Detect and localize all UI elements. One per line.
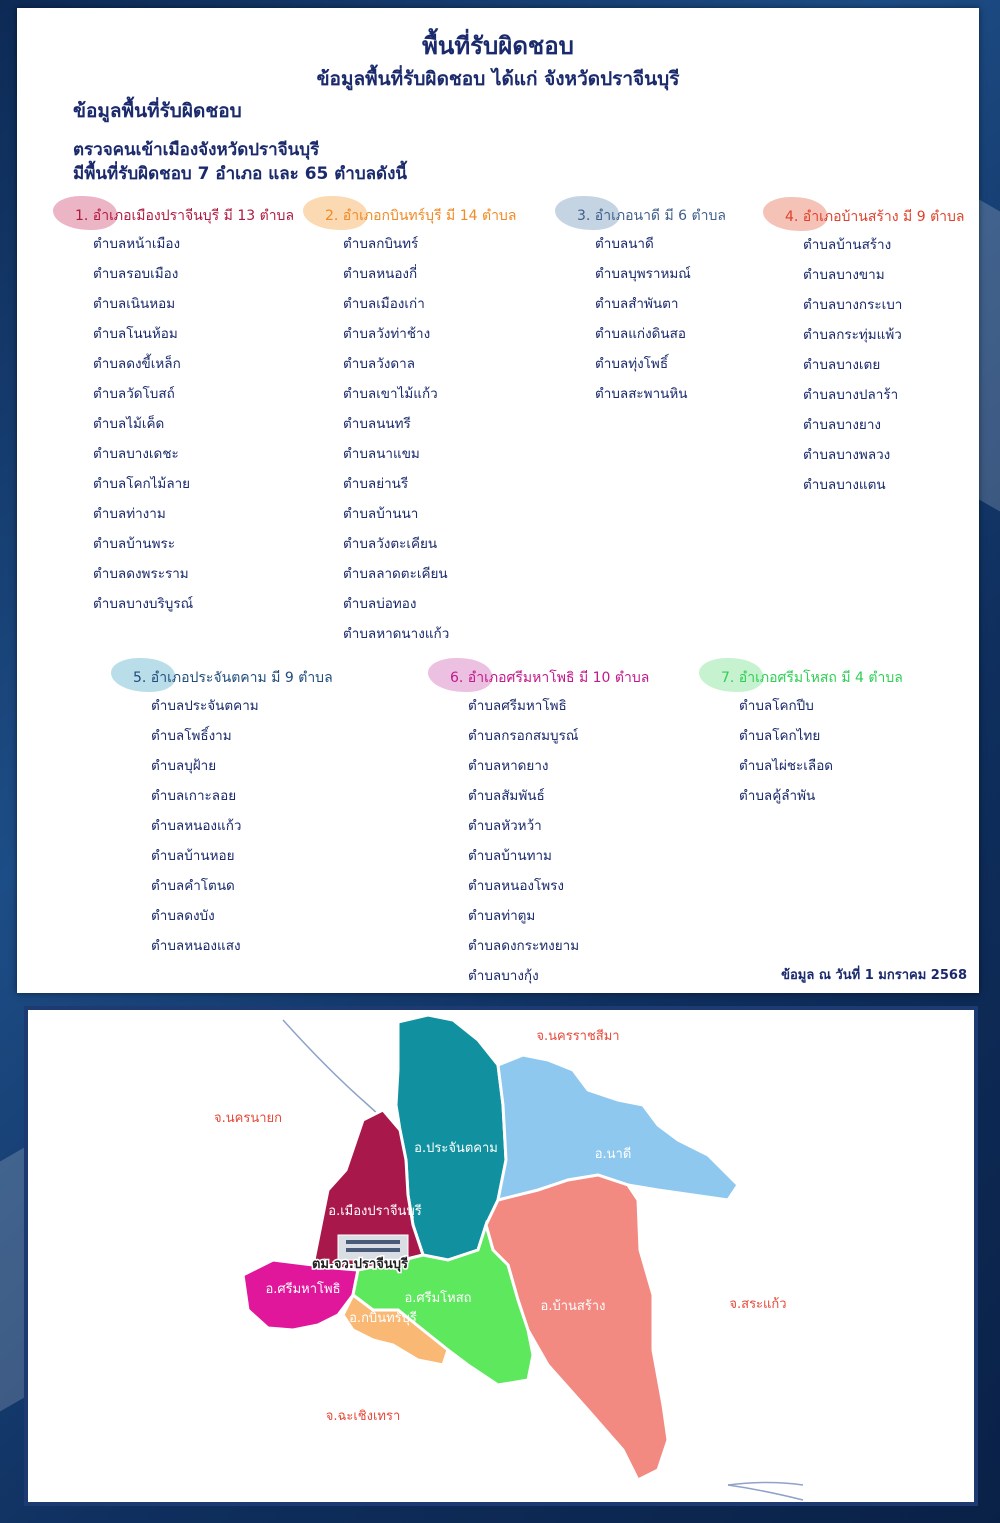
subdistrict-item: ตำบลศรีมหาโพธิ (468, 698, 567, 714)
intro-line-2: มีพื้นที่รับผิดชอบ 7 อำเภอ และ 65 ตำบลดังนี้ (73, 164, 408, 184)
subdistrict-item: ตำบลบางกระเบา (803, 297, 903, 313)
subdistrict-item: ตำบลบ้านสร้าง (803, 237, 892, 253)
neighbor-label: จ.นครราชสีมา (536, 1029, 620, 1044)
district-header (450, 665, 649, 691)
subdistrict-item: ตำบลบ้านพระ (93, 536, 175, 552)
subdistrict-item: ตำบลเนินหอม (93, 296, 176, 312)
neighbor-label: จ.สระแก้ว (729, 1297, 787, 1312)
district-label: 3. อำเภอนาดี มี 6 ตำบล (577, 208, 726, 224)
subdistrict-item: ตำบลลาดตะเคียน (343, 566, 448, 582)
subdistrict-item: ตำบลวังดาล (343, 356, 415, 372)
region-label: อ.นาดี (594, 1147, 632, 1162)
subdistrict-item: ตำบลสำพันตา (595, 296, 679, 312)
subdistrict-item: ตำบลบางเดชะ (93, 446, 179, 462)
subdistrict-item: ตำบลนาดี (595, 236, 654, 252)
subdistrict-item: ตำบลสัมพันธ์ (468, 788, 545, 804)
subdistrict-item: ตำบลหัวหว้า (468, 818, 542, 834)
subdistrict-item: ตำบลบางแตน (803, 477, 886, 493)
page-title: พื้นที่รับผิดชอบ (422, 32, 574, 60)
subdistrict-item: ตำบลทุ่งโพธิ์ (595, 356, 669, 372)
subdistrict-item: ตำบลโคกไม้ลาย (93, 476, 191, 492)
region-nadi (498, 1055, 738, 1200)
region-label: อ.กบินทร์บุรี (349, 1311, 417, 1326)
subdistrict-item: ตำบลไม้เค็ด (93, 416, 165, 432)
subdistrict-item: ตำบลบุพราหมณ์ (595, 266, 691, 282)
subdistrict-item: ตำบลบางเตย (803, 357, 881, 373)
subdistrict-item: ตำบลเกาะลอย (151, 788, 237, 804)
subdistrict-item: ตำบลคู้ลำพัน (739, 788, 816, 804)
district-label: 2. อำเภอกบินทร์บุรี มี 14 ตำบล (325, 208, 517, 224)
subdistrict-item: ตำบลบุฝ้าย (151, 758, 217, 774)
subdistrict-item: ตำบลโนนห้อม (93, 326, 178, 342)
subdistrict-item: ตำบลบ้านนา (343, 506, 419, 522)
district-label: 6. อำเภอศรีมหาโพธิ มี 10 ตำบล (450, 670, 650, 686)
subdistrict-item: ตำบลหนองแสง (151, 938, 241, 954)
subdistrict-item: ตำบลประจันตคาม (151, 698, 259, 714)
page-subtitle: ข้อมูลพื้นที่รับผิดชอบ ได้แก่ จังหวัดปราจีนบุรี (316, 68, 680, 90)
region-label: อ.เมืองปราจีนบุรี (328, 1204, 422, 1219)
subdistrict-list (721, 691, 903, 811)
subdistrict-item: ตำบลหน้าเมือง (93, 236, 181, 252)
responsibility-panel (17, 8, 979, 993)
district-header (577, 203, 726, 229)
subdistrict-item: ตำบลบางบริบูรณ์ (93, 596, 194, 612)
district-label: 1. อำเภอเมืองปราจีนบุรี มี 13 ตำบล (75, 208, 295, 224)
subdistrict-item: ตำบลวัดโบสถ์ (93, 386, 175, 402)
subdistrict-item: ตำบลบางปลาร้า (803, 387, 899, 403)
region-label: อ.ศรีมโหสถ (404, 1291, 472, 1306)
subdistrict-item: ตำบลดงขี้เหล็ก (93, 356, 181, 372)
subdistrict-item: ตำบลท่างาม (93, 506, 166, 522)
district-label: 5. อำเภอประจันตคาม มี 9 ตำบล (133, 670, 333, 686)
subdistrict-item: ตำบลสะพานหิน (595, 386, 688, 402)
subdistrict-item: ตำบลหนองโพรง (468, 878, 565, 894)
river-line (728, 1483, 803, 1486)
region-label: อ.บ้านสร้าง (540, 1299, 606, 1314)
subdistrict-item: ตำบลหาดยาง (468, 758, 549, 774)
subdistrict-item: ตำบลไผ่ชะเลือด (739, 758, 834, 774)
subdistrict-item: ตำบลวังตะเคียน (343, 536, 438, 552)
district-label: 7. อำเภอศรีมโหสถ มี 4 ตำบล (721, 670, 903, 686)
subdistrict-list (785, 230, 964, 500)
district-header (325, 203, 516, 229)
subdistrict-item: ตำบลรอบเมือง (93, 266, 179, 282)
district-map (24, 1006, 978, 1506)
subdistrict-item: ตำบลบางพลวง (803, 447, 891, 463)
subdistrict-item: ตำบลท่าตูม (468, 908, 536, 924)
district-label: 4. อำเภอบ้านสร้าง มี 9 ตำบล (785, 209, 965, 225)
subdistrict-item: ตำบลโพธิ์งาม (151, 728, 232, 744)
subdistrict-item: ตำบลนนทรี (343, 416, 411, 432)
subdistrict-item: ตำบลหนองกี่ (343, 266, 418, 282)
subdistrict-item: ตำบลดงกระทงยาม (468, 938, 580, 954)
district-header (785, 204, 964, 230)
subdistrict-list (450, 691, 649, 991)
subdistrict-list (577, 229, 726, 409)
district-header (133, 665, 333, 691)
subdistrict-item: ตำบลเขาไม้แก้ว (343, 386, 438, 402)
subdistrict-list (133, 691, 333, 961)
subdistrict-item: ตำบลหนองแก้ว (151, 818, 242, 834)
subdistrict-item: ตำบลหาดนางแก้ว (343, 626, 450, 642)
region-label: อ.ศรีมหาโพธิ (265, 1282, 341, 1297)
district-6 (450, 665, 649, 991)
subdistrict-item: ตำบลบางกุ้ง (468, 968, 539, 984)
subdistrict-item: ตำบลบ้านหอย (151, 848, 235, 864)
subdistrict-item: ตำบลกรอกสมบูรณ์ (468, 728, 579, 744)
subdistrict-item: ตำบลบางขาม (803, 267, 885, 283)
subdistrict-item: ตำบลดงบัง (151, 908, 215, 924)
subdistrict-item: ตำบลบ้านทาม (468, 848, 552, 864)
district-4 (785, 204, 964, 500)
subdistrict-item: ตำบลย่านรี (343, 476, 409, 492)
district-1 (75, 203, 294, 619)
neighbor-label: จ.นครนายก (214, 1111, 282, 1126)
office-label: ตม.จว.ปราจีนบุรี (311, 1257, 409, 1272)
river-line (728, 1485, 803, 1500)
subdistrict-item: ตำบลบางยาง (803, 417, 882, 433)
subdistrict-list (75, 229, 294, 619)
as-of-date: ข้อมูล ณ วันที่ 1 มกราคม 2568 (781, 968, 967, 983)
intro-heading: ข้อมูลพื้นที่รับผิดชอบ (73, 100, 242, 122)
district-7 (721, 665, 903, 811)
district-3 (577, 203, 726, 409)
intro-line-1: ตรวจคนเข้าเมืองจังหวัดปราจีนบุรี (73, 140, 320, 160)
district-header (721, 665, 903, 691)
subdistrict-item: ตำบลกระทุ่มแพ้ว (803, 327, 902, 343)
subdistrict-item: ตำบลกบินทร์ (343, 236, 419, 252)
subdistrict-item: ตำบลนาแขม (343, 446, 420, 462)
subdistrict-item: ตำบลคำโตนด (151, 878, 235, 894)
subdistrict-item: ตำบลเมืองเก่า (343, 296, 425, 312)
subdistrict-list (325, 229, 516, 649)
district-header (75, 203, 294, 229)
district-5 (133, 665, 333, 961)
subdistrict-item: ตำบลโคกไทย (739, 728, 821, 744)
map-svg (28, 1010, 974, 1502)
subdistrict-item: ตำบลบ่อทอง (343, 596, 417, 612)
subdistrict-item: ตำบลแก่งดินสอ (595, 326, 686, 342)
subdistrict-item: ตำบลวังท่าช้าง (343, 326, 431, 342)
subdistrict-item: ตำบลโคกปีบ (739, 698, 814, 714)
neighbor-label: จ.ฉะเชิงเทรา (325, 1409, 401, 1424)
subdistrict-item: ตำบลดงพระราม (93, 566, 189, 582)
district-2 (325, 203, 516, 649)
region-label: อ.ประจันตคาม (414, 1141, 498, 1156)
